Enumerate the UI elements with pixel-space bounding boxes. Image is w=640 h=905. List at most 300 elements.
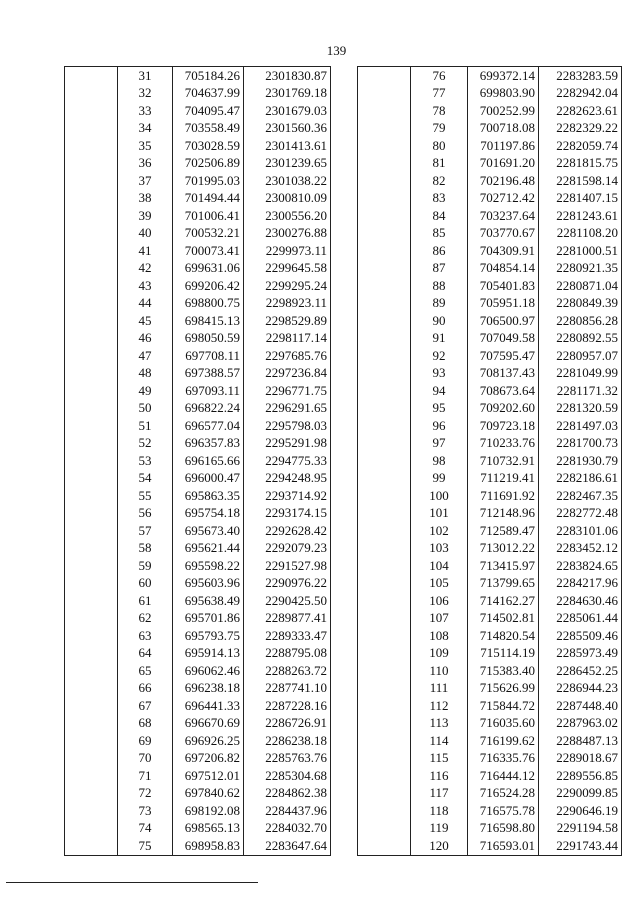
table-row <box>65 470 331 488</box>
y-coordinate-cell: 2284217.96 <box>539 575 622 593</box>
point-number-cell: 112 <box>411 697 468 715</box>
y-coordinate-cell: 2283101.06 <box>539 522 622 540</box>
table-row <box>358 487 622 505</box>
blank-cell <box>358 645 411 663</box>
point-number-cell: 56 <box>118 505 173 523</box>
point-number-cell: 99 <box>411 470 468 488</box>
table-row <box>358 837 622 855</box>
x-coordinate-cell: 703237.64 <box>468 207 539 225</box>
blank-cell <box>65 67 118 85</box>
x-coordinate-cell: 716199.62 <box>468 732 539 750</box>
x-coordinate-cell: 695754.18 <box>173 505 244 523</box>
x-coordinate-cell: 703770.67 <box>468 225 539 243</box>
table-row <box>358 277 622 295</box>
table-row <box>358 452 622 470</box>
table-row <box>358 435 622 453</box>
point-number-cell: 115 <box>411 750 468 768</box>
point-number-cell: 94 <box>411 382 468 400</box>
y-coordinate-cell: 2289018.67 <box>539 750 622 768</box>
blank-cell <box>358 505 411 523</box>
y-coordinate-cell: 2289877.41 <box>244 610 331 628</box>
x-coordinate-cell: 714820.54 <box>468 627 539 645</box>
point-number-cell: 40 <box>118 225 173 243</box>
table-row <box>358 225 622 243</box>
blank-cell <box>65 715 118 733</box>
point-number-cell: 64 <box>118 645 173 663</box>
point-number-cell: 80 <box>411 137 468 155</box>
y-coordinate-cell: 2281108.20 <box>539 225 622 243</box>
table-row <box>65 540 331 558</box>
point-number-cell: 109 <box>411 645 468 663</box>
y-coordinate-cell: 2281930.79 <box>539 452 622 470</box>
blank-cell <box>358 435 411 453</box>
table-row <box>65 155 331 173</box>
y-coordinate-cell: 2280892.55 <box>539 330 622 348</box>
blank-cell <box>358 785 411 803</box>
blank-cell <box>358 102 411 120</box>
y-coordinate-cell: 2296291.65 <box>244 400 331 418</box>
blank-cell <box>358 627 411 645</box>
table-row <box>358 802 622 820</box>
table-row <box>65 662 331 680</box>
blank-cell <box>358 575 411 593</box>
y-coordinate-cell: 2289556.85 <box>539 767 622 785</box>
y-coordinate-cell: 2281243.61 <box>539 207 622 225</box>
point-number-cell: 78 <box>411 102 468 120</box>
point-number-cell: 84 <box>411 207 468 225</box>
blank-cell <box>358 295 411 313</box>
x-coordinate-cell: 715383.40 <box>468 662 539 680</box>
point-number-cell: 93 <box>411 365 468 383</box>
table-row <box>65 697 331 715</box>
point-number-cell: 63 <box>118 627 173 645</box>
blank-cell <box>358 452 411 470</box>
point-number-cell: 100 <box>411 487 468 505</box>
y-coordinate-cell: 2285973.49 <box>539 645 622 663</box>
y-coordinate-cell: 2290976.22 <box>244 575 331 593</box>
table-row <box>65 575 331 593</box>
x-coordinate-cell: 710732.91 <box>468 452 539 470</box>
blank-cell <box>65 417 118 435</box>
point-number-cell: 91 <box>411 330 468 348</box>
blank-cell <box>65 487 118 505</box>
table-row <box>358 260 622 278</box>
y-coordinate-cell: 2300556.20 <box>244 207 331 225</box>
point-number-cell: 111 <box>411 680 468 698</box>
table-row <box>65 347 331 365</box>
blank-cell <box>65 610 118 628</box>
point-number-cell: 50 <box>118 400 173 418</box>
table-row <box>358 242 622 260</box>
blank-cell <box>358 487 411 505</box>
y-coordinate-cell: 2300810.09 <box>244 190 331 208</box>
point-number-cell: 60 <box>118 575 173 593</box>
table-row <box>358 767 622 785</box>
point-number-cell: 42 <box>118 260 173 278</box>
point-number-cell: 114 <box>411 732 468 750</box>
point-number-cell: 32 <box>118 85 173 103</box>
point-number-cell: 39 <box>118 207 173 225</box>
x-coordinate-cell: 695863.35 <box>173 487 244 505</box>
table-row <box>65 522 331 540</box>
x-coordinate-cell: 702196.48 <box>468 172 539 190</box>
x-coordinate-cell: 696577.04 <box>173 417 244 435</box>
point-number-cell: 120 <box>411 837 468 855</box>
blank-cell <box>65 680 118 698</box>
blank-cell <box>65 435 118 453</box>
blank-cell <box>65 225 118 243</box>
point-number-cell: 116 <box>411 767 468 785</box>
point-number-cell: 46 <box>118 330 173 348</box>
y-coordinate-cell: 2283283.59 <box>539 67 622 85</box>
point-number-cell: 72 <box>118 785 173 803</box>
table-row <box>358 172 622 190</box>
table-row <box>358 732 622 750</box>
blank-cell <box>358 330 411 348</box>
point-number-cell: 106 <box>411 592 468 610</box>
blank-cell <box>358 207 411 225</box>
table-row <box>358 750 622 768</box>
table-row <box>358 820 622 838</box>
blank-cell <box>65 295 118 313</box>
y-coordinate-cell: 2281000.51 <box>539 242 622 260</box>
table-row <box>65 750 331 768</box>
y-coordinate-cell: 2297236.84 <box>244 365 331 383</box>
y-coordinate-cell: 2290646.19 <box>539 802 622 820</box>
table-row <box>65 277 331 295</box>
y-coordinate-cell: 2281497.03 <box>539 417 622 435</box>
table-row <box>65 295 331 313</box>
point-number-cell: 108 <box>411 627 468 645</box>
blank-cell <box>358 592 411 610</box>
blank-cell <box>65 190 118 208</box>
table-row <box>65 312 331 330</box>
x-coordinate-cell: 704309.91 <box>468 242 539 260</box>
table-row <box>65 645 331 663</box>
x-coordinate-cell: 703028.59 <box>173 137 244 155</box>
blank-cell <box>65 627 118 645</box>
x-coordinate-cell: 699206.42 <box>173 277 244 295</box>
x-coordinate-cell: 704854.14 <box>468 260 539 278</box>
point-number-cell: 90 <box>411 312 468 330</box>
table-row <box>358 697 622 715</box>
blank-cell <box>65 382 118 400</box>
x-coordinate-cell: 705184.26 <box>173 67 244 85</box>
point-number-cell: 119 <box>411 820 468 838</box>
x-coordinate-cell: 701691.20 <box>468 155 539 173</box>
point-number-cell: 87 <box>411 260 468 278</box>
x-coordinate-cell: 704637.99 <box>173 85 244 103</box>
point-number-cell: 36 <box>118 155 173 173</box>
table-row <box>358 505 622 523</box>
y-coordinate-cell: 2281815.75 <box>539 155 622 173</box>
point-number-cell: 77 <box>411 85 468 103</box>
table-row <box>65 260 331 278</box>
x-coordinate-cell: 698050.59 <box>173 330 244 348</box>
blank-cell <box>358 820 411 838</box>
x-coordinate-cell: 700073.41 <box>173 242 244 260</box>
table-row <box>358 540 622 558</box>
y-coordinate-cell: 2282059.74 <box>539 137 622 155</box>
point-number-cell: 67 <box>118 697 173 715</box>
point-number-cell: 76 <box>411 67 468 85</box>
table-row <box>358 400 622 418</box>
table-row <box>65 452 331 470</box>
blank-cell <box>358 732 411 750</box>
x-coordinate-cell: 708137.43 <box>468 365 539 383</box>
y-coordinate-cell: 2291194.58 <box>539 820 622 838</box>
x-coordinate-cell: 696000.47 <box>173 470 244 488</box>
blank-cell <box>65 277 118 295</box>
blank-cell <box>358 382 411 400</box>
blank-cell <box>65 767 118 785</box>
y-coordinate-cell: 2284862.38 <box>244 785 331 803</box>
y-coordinate-cell: 2299973.11 <box>244 242 331 260</box>
table-row <box>358 365 622 383</box>
table-row <box>65 680 331 698</box>
table-row <box>358 155 622 173</box>
point-number-cell: 98 <box>411 452 468 470</box>
point-number-cell: 71 <box>118 767 173 785</box>
x-coordinate-cell: 713799.65 <box>468 575 539 593</box>
blank-cell <box>65 312 118 330</box>
y-coordinate-cell: 2298529.89 <box>244 312 331 330</box>
point-number-cell: 69 <box>118 732 173 750</box>
point-number-cell: 38 <box>118 190 173 208</box>
point-number-cell: 92 <box>411 347 468 365</box>
x-coordinate-cell: 714502.81 <box>468 610 539 628</box>
y-coordinate-cell: 2299645.58 <box>244 260 331 278</box>
x-coordinate-cell: 716444.12 <box>468 767 539 785</box>
table-row <box>358 715 622 733</box>
x-coordinate-cell: 700718.08 <box>468 120 539 138</box>
point-number-cell: 113 <box>411 715 468 733</box>
x-coordinate-cell: 696670.69 <box>173 715 244 733</box>
x-coordinate-cell: 708673.64 <box>468 382 539 400</box>
table-row <box>358 207 622 225</box>
x-coordinate-cell: 696165.66 <box>173 452 244 470</box>
x-coordinate-cell: 699803.90 <box>468 85 539 103</box>
table-row <box>358 347 622 365</box>
point-number-cell: 74 <box>118 820 173 838</box>
y-coordinate-cell: 2301413.61 <box>244 137 331 155</box>
x-coordinate-cell: 703558.49 <box>173 120 244 138</box>
blank-cell <box>65 645 118 663</box>
x-coordinate-cell: 699372.14 <box>468 67 539 85</box>
y-coordinate-cell: 2295798.03 <box>244 417 331 435</box>
point-number-cell: 86 <box>411 242 468 260</box>
x-coordinate-cell: 716035.60 <box>468 715 539 733</box>
x-coordinate-cell: 712589.47 <box>468 522 539 540</box>
point-number-cell: 95 <box>411 400 468 418</box>
blank-cell <box>65 592 118 610</box>
y-coordinate-cell: 2301239.65 <box>244 155 331 173</box>
table-row <box>65 382 331 400</box>
y-coordinate-cell: 2280856.28 <box>539 312 622 330</box>
table-row <box>358 120 622 138</box>
table-row <box>65 487 331 505</box>
blank-cell <box>358 750 411 768</box>
y-coordinate-cell: 2293174.15 <box>244 505 331 523</box>
table-row <box>65 767 331 785</box>
y-coordinate-cell: 2282623.61 <box>539 102 622 120</box>
blank-cell <box>358 137 411 155</box>
y-coordinate-cell: 2291527.98 <box>244 557 331 575</box>
point-number-cell: 103 <box>411 540 468 558</box>
table-row <box>65 365 331 383</box>
table-row <box>65 102 331 120</box>
x-coordinate-cell: 701995.03 <box>173 172 244 190</box>
table-row <box>65 120 331 138</box>
table-row <box>358 67 622 85</box>
point-number-cell: 59 <box>118 557 173 575</box>
table-row <box>358 85 622 103</box>
table-row <box>65 820 331 838</box>
point-number-cell: 96 <box>411 417 468 435</box>
blank-cell <box>65 172 118 190</box>
point-number-cell: 110 <box>411 662 468 680</box>
x-coordinate-cell: 713012.22 <box>468 540 539 558</box>
table-row <box>65 785 331 803</box>
blank-cell <box>358 277 411 295</box>
x-coordinate-cell: 696238.18 <box>173 680 244 698</box>
blank-cell <box>65 207 118 225</box>
point-number-cell: 45 <box>118 312 173 330</box>
point-number-cell: 37 <box>118 172 173 190</box>
x-coordinate-cell: 716524.28 <box>468 785 539 803</box>
table-row <box>358 662 622 680</box>
point-number-cell: 61 <box>118 592 173 610</box>
y-coordinate-cell: 2288795.08 <box>244 645 331 663</box>
y-coordinate-cell: 2288263.72 <box>244 662 331 680</box>
coordinate-table-left-body <box>65 67 331 856</box>
point-number-cell: 73 <box>118 802 173 820</box>
y-coordinate-cell: 2283647.64 <box>244 837 331 855</box>
y-coordinate-cell: 2301560.36 <box>244 120 331 138</box>
table-row <box>358 627 622 645</box>
blank-cell <box>65 697 118 715</box>
y-coordinate-cell: 2290099.85 <box>539 785 622 803</box>
point-number-cell: 66 <box>118 680 173 698</box>
point-number-cell: 35 <box>118 137 173 155</box>
y-coordinate-cell: 2298923.11 <box>244 295 331 313</box>
point-number-cell: 102 <box>411 522 468 540</box>
y-coordinate-cell: 2294775.33 <box>244 452 331 470</box>
table-row <box>65 610 331 628</box>
table-row <box>358 522 622 540</box>
table-row <box>65 225 331 243</box>
y-coordinate-cell: 2295291.98 <box>244 435 331 453</box>
blank-cell <box>65 470 118 488</box>
y-coordinate-cell: 2281049.99 <box>539 365 622 383</box>
point-number-cell: 62 <box>118 610 173 628</box>
x-coordinate-cell: 711691.92 <box>468 487 539 505</box>
blank-cell <box>358 67 411 85</box>
blank-cell <box>65 400 118 418</box>
x-coordinate-cell: 701494.44 <box>173 190 244 208</box>
x-coordinate-cell: 700252.99 <box>468 102 539 120</box>
blank-cell <box>65 505 118 523</box>
coordinate-table-right-body <box>358 67 622 856</box>
y-coordinate-cell: 2282772.48 <box>539 505 622 523</box>
y-coordinate-cell: 2282186.61 <box>539 470 622 488</box>
x-coordinate-cell: 702712.42 <box>468 190 539 208</box>
x-coordinate-cell: 709202.60 <box>468 400 539 418</box>
x-coordinate-cell: 715844.72 <box>468 697 539 715</box>
x-coordinate-cell: 701006.41 <box>173 207 244 225</box>
x-coordinate-cell: 695621.44 <box>173 540 244 558</box>
table-row <box>358 330 622 348</box>
x-coordinate-cell: 713415.97 <box>468 557 539 575</box>
table-row <box>65 592 331 610</box>
y-coordinate-cell: 2284032.70 <box>244 820 331 838</box>
blank-cell <box>65 662 118 680</box>
table-row <box>65 802 331 820</box>
blank-cell <box>358 260 411 278</box>
table-row <box>358 102 622 120</box>
y-coordinate-cell: 2287963.02 <box>539 715 622 733</box>
blank-cell <box>358 662 411 680</box>
point-number-cell: 33 <box>118 102 173 120</box>
y-coordinate-cell: 2292628.42 <box>244 522 331 540</box>
x-coordinate-cell: 705951.18 <box>468 295 539 313</box>
x-coordinate-cell: 705401.83 <box>468 277 539 295</box>
point-number-cell: 55 <box>118 487 173 505</box>
table-row <box>65 242 331 260</box>
x-coordinate-cell: 710233.76 <box>468 435 539 453</box>
x-coordinate-cell: 698800.75 <box>173 295 244 313</box>
x-coordinate-cell: 709723.18 <box>468 417 539 435</box>
point-number-cell: 82 <box>411 172 468 190</box>
y-coordinate-cell: 2289333.47 <box>244 627 331 645</box>
x-coordinate-cell: 696441.33 <box>173 697 244 715</box>
blank-cell <box>65 820 118 838</box>
y-coordinate-cell: 2290425.50 <box>244 592 331 610</box>
point-number-cell: 48 <box>118 365 173 383</box>
x-coordinate-cell: 716593.01 <box>468 837 539 855</box>
point-number-cell: 31 <box>118 67 173 85</box>
y-coordinate-cell: 2301038.22 <box>244 172 331 190</box>
y-coordinate-cell: 2285763.76 <box>244 750 331 768</box>
y-coordinate-cell: 2280849.39 <box>539 295 622 313</box>
point-number-cell: 68 <box>118 715 173 733</box>
table-row <box>65 627 331 645</box>
y-coordinate-cell: 2280921.35 <box>539 260 622 278</box>
x-coordinate-cell: 699631.06 <box>173 260 244 278</box>
point-number-cell: 47 <box>118 347 173 365</box>
point-number-cell: 43 <box>118 277 173 295</box>
y-coordinate-cell: 2281320.59 <box>539 400 622 418</box>
x-coordinate-cell: 707595.47 <box>468 347 539 365</box>
point-number-cell: 51 <box>118 417 173 435</box>
table-row <box>65 190 331 208</box>
y-coordinate-cell: 2285304.68 <box>244 767 331 785</box>
table-row <box>358 312 622 330</box>
point-number-cell: 57 <box>118 522 173 540</box>
blank-cell <box>358 522 411 540</box>
blank-cell <box>358 837 411 855</box>
point-number-cell: 41 <box>118 242 173 260</box>
y-coordinate-cell: 2301830.87 <box>244 67 331 85</box>
point-number-cell: 52 <box>118 435 173 453</box>
table-row <box>358 417 622 435</box>
blank-cell <box>358 347 411 365</box>
y-coordinate-cell: 2284630.46 <box>539 592 622 610</box>
point-number-cell: 104 <box>411 557 468 575</box>
blank-cell <box>358 697 411 715</box>
blank-cell <box>65 575 118 593</box>
y-coordinate-cell: 2300276.88 <box>244 225 331 243</box>
